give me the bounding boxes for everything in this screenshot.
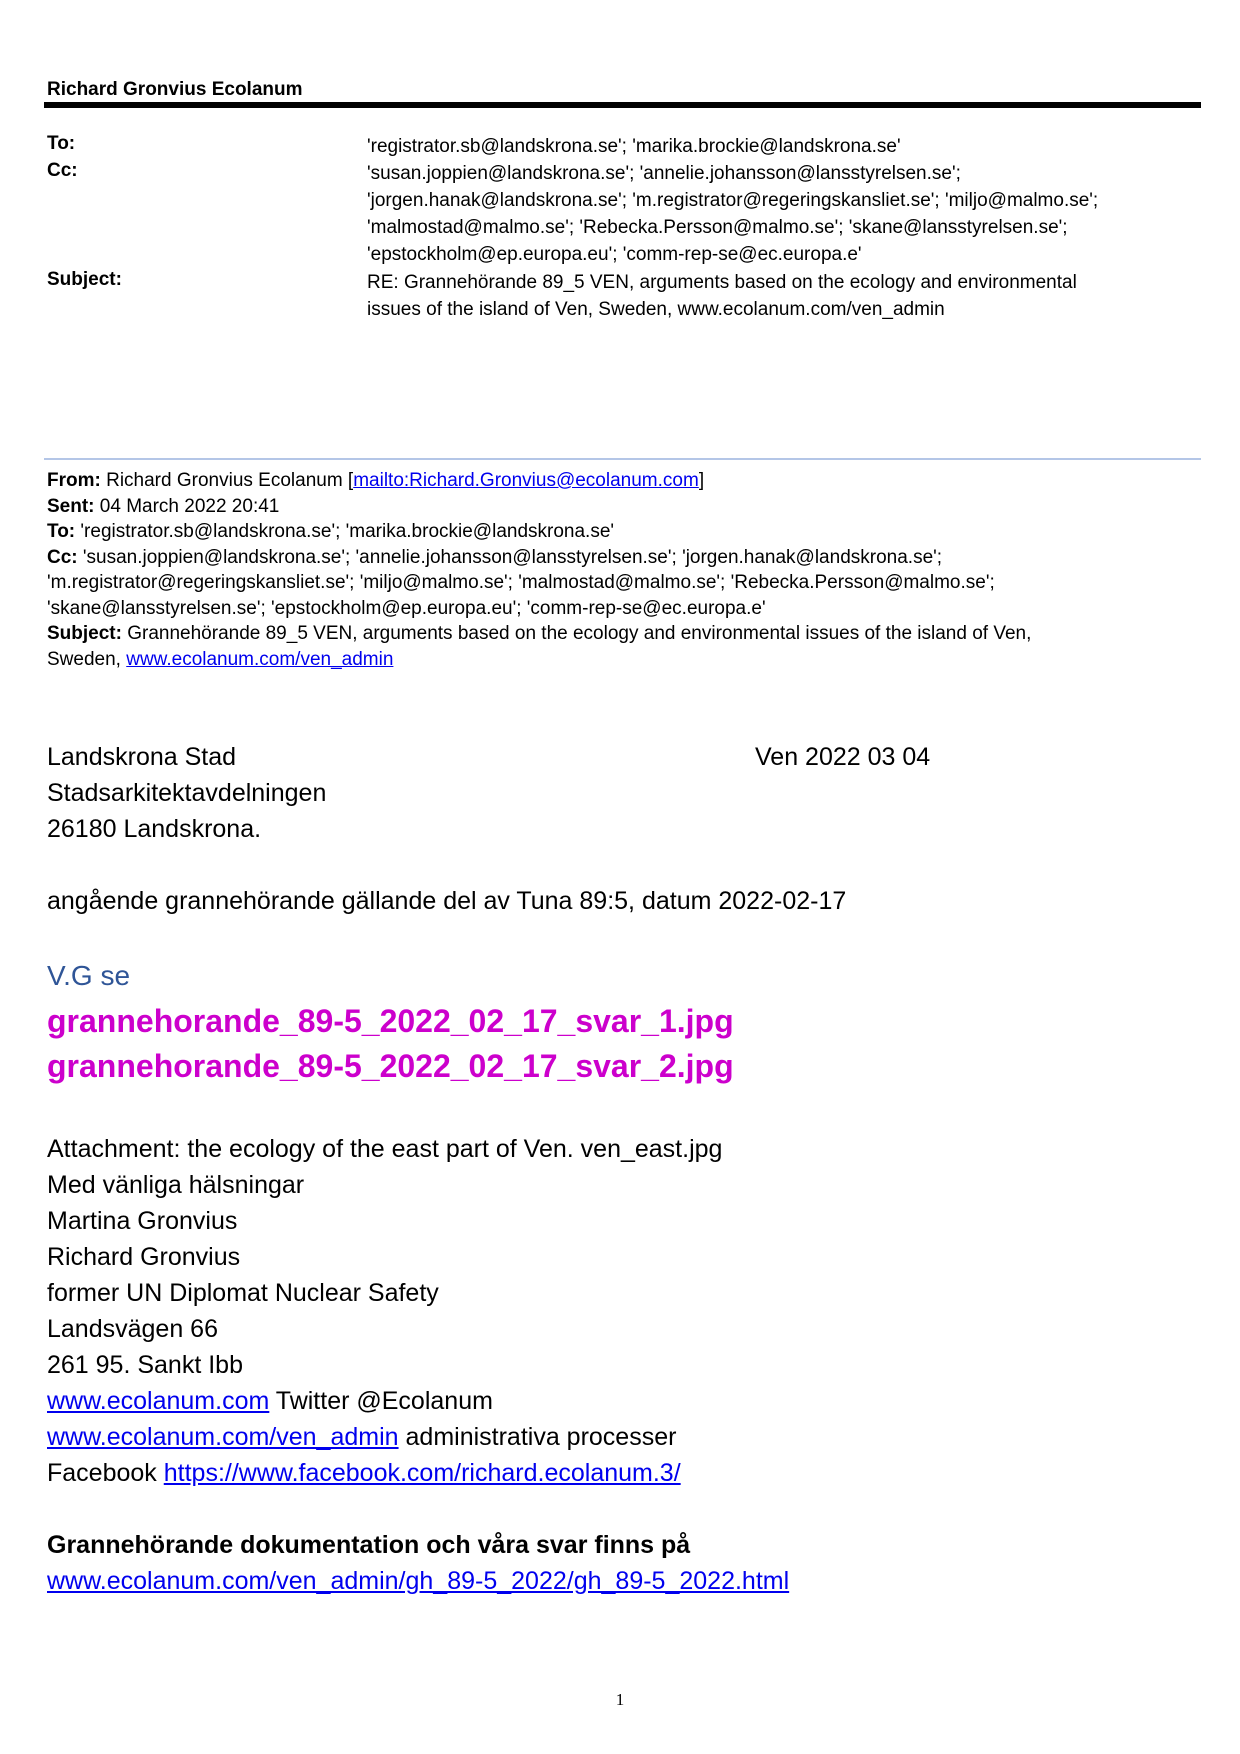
letter-date: Ven 2022 03 04 (755, 743, 931, 771)
facebook-link[interactable]: https://www.facebook.com/richard.ecolanum.3/ (163, 1459, 681, 1487)
address-line: Stadsarkitektavdelningen (47, 779, 327, 807)
postal-address: 261 95. Sankt Ibb (47, 1351, 243, 1379)
fwd-from-line (47, 468, 1031, 494)
signer-name: Martina Gronvius (47, 1207, 238, 1235)
attachment-filename: grannehorande_89-5_2022_02_17_svar_1.jpg (47, 1003, 734, 1039)
address-line: 26180 Landskrona. (47, 815, 262, 843)
facebook-label: Facebook (47, 1459, 164, 1487)
documentation-line (47, 1567, 789, 1596)
fwd-from-close: ] (698, 470, 705, 491)
cc-line: 'epstockholm@ep.europa.eu'; 'comm-rep-se@ec.europa.e' (367, 244, 862, 265)
fwd-subject-link[interactable]: www.ecolanum.com/ven_admin (126, 648, 394, 670)
sender-title: Richard Gronvius Ecolanum (47, 79, 303, 100)
fwd-sent-label: Sent: (47, 495, 95, 517)
fwd-cc-value: 'susan.joppien@landskrona.se'; 'annelie.johansson@lansstyrelsen.se'; 'jorgen.hanak@landskrona.se'; (77, 546, 943, 568)
admin-link[interactable]: www.ecolanum.com/ven_admin (47, 1423, 399, 1451)
facebook-line (47, 1459, 681, 1488)
fwd-subject-value: Grannehörande 89_5 VEN, arguments based on the ecology and environmental issues of the island of Ven, (121, 623, 1032, 644)
attachment-filename: grannehorande_89-5_2022_02_17_svar_2.jpg (47, 1048, 734, 1084)
subject-line: RE: Grannehörande 89_5 VEN, arguments based on the ecology and environmental (367, 272, 1077, 293)
cc-line: 'malmostad@malmo.se'; 'Rebecka.Persson@malmo.se'; 'skane@lansstyrelsen.se'; (367, 217, 1068, 238)
website-line (47, 1387, 493, 1416)
page-number: 1 (615, 1690, 625, 1709)
fwd-subject-label: Subject: (47, 623, 122, 644)
vg-label: V.G se (47, 960, 131, 991)
fwd-to-label: To: (47, 521, 76, 542)
to-value: 'registrator.sb@landskrona.se'; 'marika.brockie@landskrona.se' (367, 136, 901, 157)
separator-rule (44, 458, 1201, 460)
fwd-subject-line-2 (47, 647, 1031, 673)
cc-line: 'jorgen.hanak@landskrona.se'; 'm.registrator@regeringskansliet.se'; 'miljo@malmo.se'; (367, 190, 1099, 211)
fwd-subject-line (47, 621, 1031, 647)
fwd-cc-line-2: 'm.registrator@regeringskansliet.se'; 'miljo@malmo.se'; 'malmostad@malmo.se'; 'Rebecka.Persson@malmo.se'; (47, 572, 995, 593)
documentation-heading: Grannehörande dokumentation och våra svar finns på (47, 1531, 691, 1559)
fwd-from-name: Richard Gronvius Ecolanum [ (100, 470, 354, 491)
subject-value (367, 269, 1077, 323)
attachment-note: Attachment: the ecology of the east part of Ven. ven_east.jpg (47, 1135, 723, 1163)
fwd-sent-line (47, 494, 1031, 520)
fwd-cc-line (47, 545, 1031, 571)
twitter-handle: Twitter @Ecolanum (269, 1387, 493, 1415)
address-line: Landskrona Stad (47, 743, 237, 771)
fwd-cc-label: Cc: (47, 546, 78, 568)
fwd-sent-value: 04 March 2022 20:41 (94, 495, 280, 517)
subject-label: Subject: (47, 269, 122, 290)
subject-line: issues of the island of Ven, Sweden, www.ecolanum.com/ven_admin (367, 299, 945, 320)
website-link[interactable]: www.ecolanum.com (47, 1387, 270, 1415)
forwarded-header (47, 468, 1031, 672)
cc-label: Cc: (47, 160, 78, 181)
signer-title: former UN Diplomat Nuclear Safety (47, 1279, 439, 1307)
fwd-to-line (47, 519, 1031, 545)
fwd-subject-cont: Sweden, (47, 648, 127, 670)
documentation-link[interactable]: www.ecolanum.com/ven_admin/gh_89-5_2022/gh_89-5_2022.html (47, 1567, 790, 1595)
cc-line: 'susan.joppien@landskrona.se'; 'annelie.johansson@lansstyrelsen.se'; (367, 163, 961, 184)
cc-value (367, 160, 1098, 268)
street-address: Landsvägen 66 (47, 1315, 218, 1343)
regarding-line: angående grannehörande gällande del av Tuna 89:5, datum 2022-02-17 (47, 887, 847, 915)
admin-text: administrativa processer (398, 1423, 677, 1451)
to-label: To: (47, 133, 76, 154)
greeting: Med vänliga hälsningar (47, 1171, 305, 1199)
fwd-cc-line-3: 'skane@lansstyrelsen.se'; 'epstockholm@ep.europa.eu'; 'comm-rep-se@ec.europa.e' (47, 597, 766, 619)
fwd-from-label: From: (47, 470, 101, 491)
admin-line (47, 1423, 676, 1452)
header-rule (44, 102, 1201, 108)
fwd-to-value: 'registrator.sb@landskrona.se'; 'marika.brockie@landskrona.se' (75, 521, 615, 542)
signer-name: Richard Gronvius (47, 1243, 241, 1271)
fwd-from-mailto-link[interactable]: mailto:Richard.Gronvius@ecolanum.com (353, 470, 699, 491)
